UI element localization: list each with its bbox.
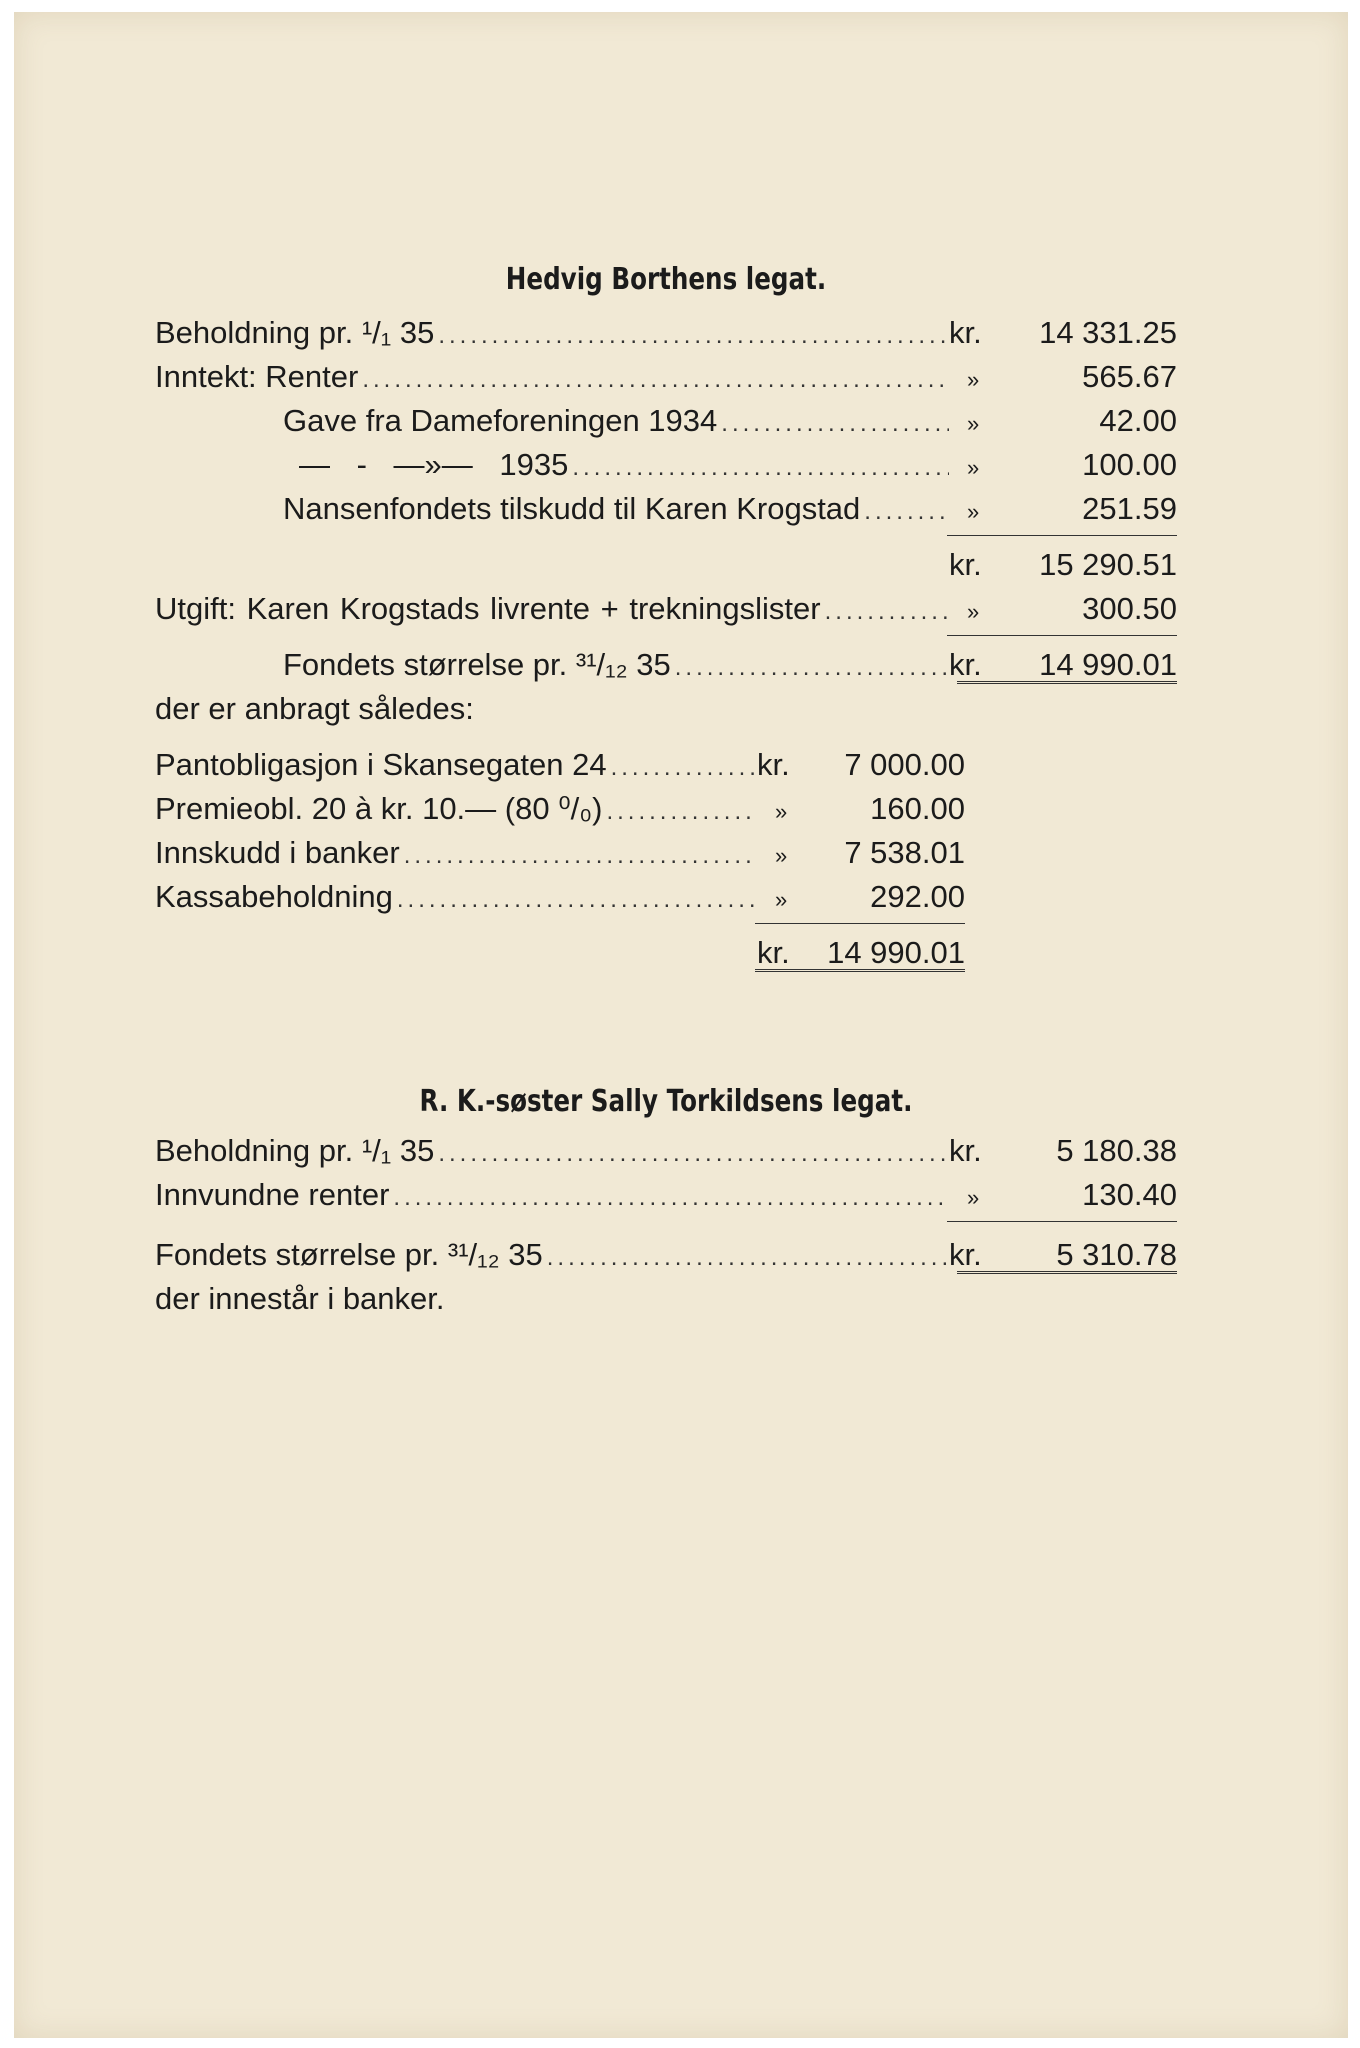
section-title: Hedvig Borthens legat. [505, 262, 827, 297]
expense-row [155, 587, 1177, 631]
row-amount: 565.67 [1082, 359, 1177, 394]
row-currency: kr. [949, 1237, 982, 1272]
placement-heading [155, 687, 1177, 731]
section-title: R. K.-søster Sally Torkildsens legat. [419, 1084, 913, 1119]
leader-dots [400, 834, 757, 878]
leader-dots [821, 590, 949, 634]
row-label: der er anbragt således: [155, 691, 474, 726]
row-label: Inntekt: Renter [155, 359, 359, 394]
placements-table [155, 743, 965, 975]
row-amount: 5 180.38 [1056, 1133, 1177, 1168]
row-amount: 5 310.78 [1056, 1237, 1177, 1272]
placement-row [155, 831, 965, 875]
placement-row [155, 743, 965, 787]
row-amount: 42.00 [1099, 403, 1177, 438]
row-amount: 251.59 [1082, 491, 1177, 526]
leader-dots [671, 646, 949, 690]
row-label: der innestår i banker. [155, 1281, 445, 1316]
row-currency: » [967, 599, 980, 624]
row-amount: 14 331.25 [1039, 315, 1177, 350]
ledger-row [155, 1129, 1177, 1173]
leader-dots [434, 314, 949, 358]
row-amount: 300.50 [1082, 591, 1177, 626]
leader-dots [393, 878, 757, 922]
row-label: Utgift: Karen Krogstads livrente + trekningslister [155, 591, 821, 626]
row-currency: kr. [757, 935, 790, 970]
row-label: Fondets størrelse pr. ³¹/₁₂ 35 [283, 647, 671, 682]
leader-dots [607, 746, 757, 790]
row-currency: » [775, 887, 788, 912]
ledger-row [155, 1173, 1177, 1217]
subtotal-row [155, 543, 1177, 587]
leader-dots [358, 358, 949, 402]
row-label: Beholdning pr. ¹/₁ 35 [155, 1133, 435, 1168]
row-amount: 15 290.51 [1039, 547, 1177, 582]
ledger-row [155, 355, 1177, 399]
legat-hedvig-borthen [155, 262, 1177, 975]
leader-dots [389, 1176, 949, 1220]
ledger-row [155, 399, 1177, 443]
leader-dots [717, 402, 949, 446]
row-currency: » [967, 455, 980, 480]
ledger-row [155, 443, 1177, 487]
row-amount: 14 990.01 [827, 935, 965, 970]
row-amount: 160.00 [870, 791, 965, 826]
row-amount: 100.00 [1082, 447, 1177, 482]
row-label: Innvundne renter [155, 1177, 390, 1212]
leader-dots [434, 1132, 949, 1176]
row-currency: » [967, 411, 980, 436]
bank-note [155, 1277, 1177, 1321]
legat-sally-torkildsen [155, 1084, 1177, 1321]
row-label: Kassabeholdning [155, 879, 393, 914]
row-amount: 7 000.00 [844, 747, 965, 782]
ledger-row [155, 311, 1177, 355]
row-label: Beholdning pr. ¹/₁ 35 [155, 315, 435, 350]
row-currency: kr. [757, 747, 790, 782]
row-amount: 292.00 [870, 879, 965, 914]
leader-dots [860, 490, 949, 534]
row-label: Nansenfondets tilskudd til Karen Krogstad [283, 491, 861, 526]
row-currency: » [967, 499, 980, 524]
ledger-row [155, 487, 1177, 531]
row-currency: » [967, 367, 980, 392]
row-label: Premieobl. 20 à kr. 10.— (80 ⁰/₀) [155, 791, 603, 826]
row-currency: » [775, 843, 788, 868]
row-currency: kr. [949, 1133, 982, 1168]
row-amount: 130.40 [1082, 1177, 1177, 1212]
leader-dots [602, 790, 757, 834]
row-amount: 7 538.01 [844, 835, 965, 870]
row-amount: 14 990.01 [1039, 647, 1177, 682]
row-label: — - —»— 1935 [299, 447, 569, 482]
row-currency: » [967, 1185, 980, 1210]
row-label: Gave fra Dameforeningen 1934 [283, 403, 718, 438]
row-label: Innskudd i banker [155, 835, 400, 870]
leader-dots [568, 446, 949, 490]
row-currency: kr. [949, 315, 982, 350]
row-label: Pantobligasjon i Skansegaten 24 [155, 747, 607, 782]
placement-row [155, 787, 965, 831]
leader-dots [543, 1236, 949, 1280]
placement-row [155, 875, 965, 919]
row-label: Fondets størrelse pr. ³¹/₁₂ 35 [155, 1237, 543, 1272]
row-currency: kr. [949, 547, 982, 582]
row-currency: » [775, 799, 788, 824]
row-currency: kr. [949, 647, 982, 682]
